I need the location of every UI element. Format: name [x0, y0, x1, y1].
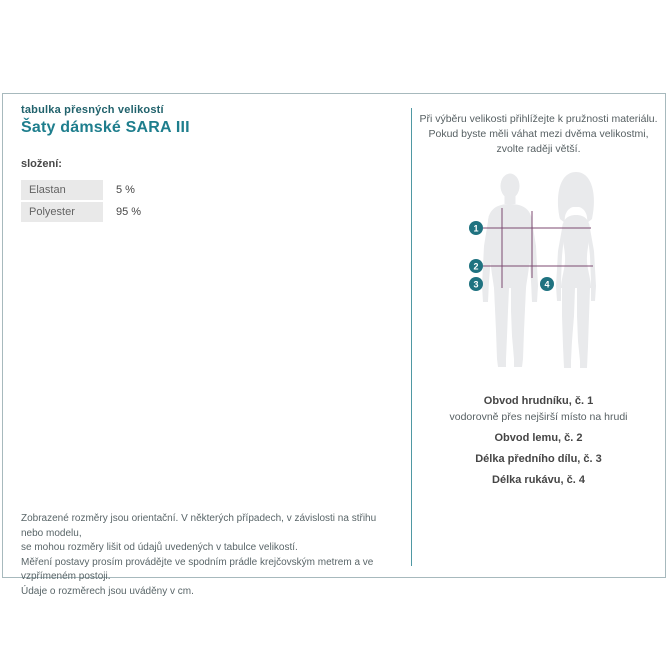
product-info-panel [3, 94, 409, 597]
badge-3-number: 3 [473, 279, 479, 290]
size-table-eyebrow: tabulka přesných velikostí [21, 104, 164, 116]
badge-2-number: 2 [473, 261, 479, 272]
body-measurement-diagram [441, 161, 651, 386]
material-name: Polyester [21, 202, 103, 222]
table-row [21, 180, 241, 200]
material-percentage: 5 % [116, 184, 135, 196]
measurement-label: Délka předního dílu, č. 3 [475, 453, 602, 465]
composition-heading: složení: [21, 158, 62, 170]
measurement-entry [412, 394, 665, 425]
measurement-label: Obvod hrudníku, č. 1 [483, 395, 594, 407]
female-silhouette [556, 172, 596, 368]
advice-line: Při výběru velikosti přihlížejte k pružnosti materiálu. [419, 113, 658, 125]
disclaimer-line: Údaje o rozměrech jsou uváděny v cm. [21, 585, 194, 597]
measurement-note: vodorovně přes nejširší místo na hrudi [449, 411, 628, 423]
disclaimer-line: Měření postavy prosím provádějte ve spodním prádle krejčovským metrem a ve vzpřímeném postoji. [21, 556, 374, 582]
disclaimer-line: Zobrazené rozměry jsou orientační. V některých případech, v závislosti na střihu nebo modelu, [21, 513, 377, 539]
measurement-disclaimer [21, 512, 401, 599]
material-percentage: 95 % [116, 206, 142, 218]
measurement-label: Obvod lemu, č. 2 [494, 432, 583, 444]
measurement-entry [412, 431, 665, 446]
disclaimer-line: se mohou rozměry lišit od údajů uvedených v tabulce velikostí. [21, 542, 298, 553]
material-name: Elastan [21, 180, 103, 200]
measurement-legend [412, 388, 665, 494]
male-silhouette [482, 174, 538, 368]
badge-4-number: 4 [544, 279, 550, 290]
size-chart-panel [2, 93, 666, 597]
measurement-diagram-svg [441, 161, 651, 386]
badge-1-number: 1 [473, 223, 479, 234]
composition-table [21, 180, 241, 224]
advice-line: Pokud byste měli váhat mezi dvěma velikostmi, [428, 128, 649, 140]
advice-line: zvolte raději větší. [496, 143, 581, 155]
measurement-guide-panel [412, 94, 665, 577]
product-title: Šaty dámské SARA III [21, 119, 190, 136]
table-row [21, 202, 241, 222]
measurement-label: Délka rukávu, č. 4 [492, 474, 585, 486]
measurement-entry [412, 452, 665, 467]
measurement-entry [412, 473, 665, 488]
sizing-advice [412, 112, 665, 157]
